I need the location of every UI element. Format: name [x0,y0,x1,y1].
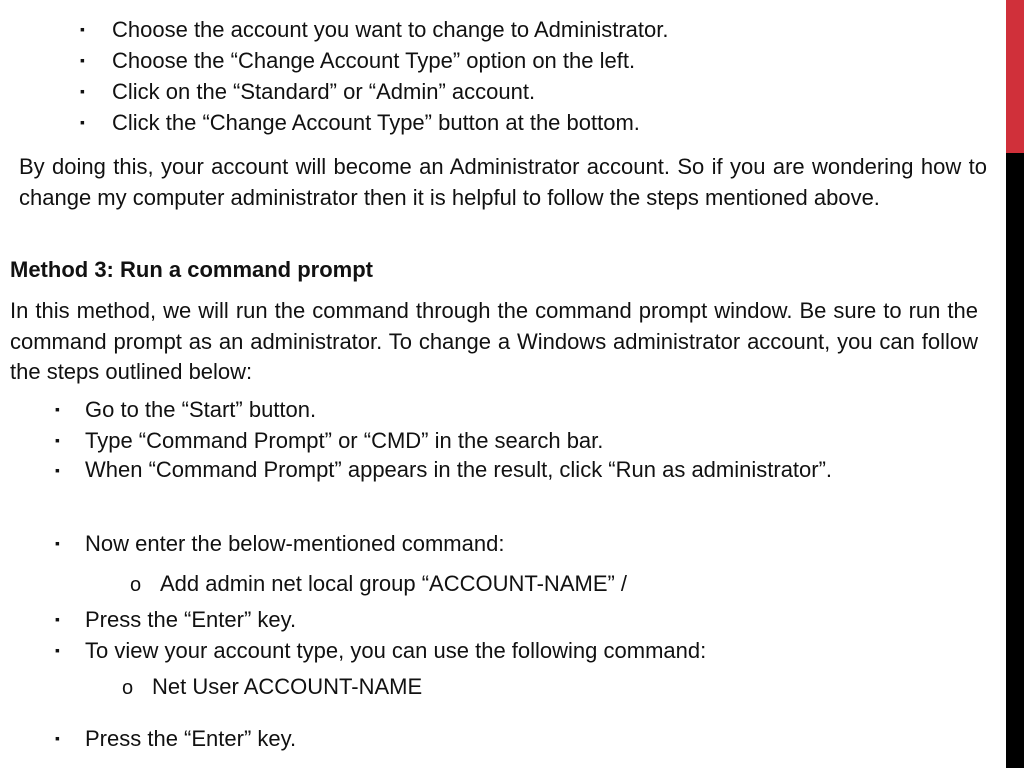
square-bullet-icon: ▪ [80,83,85,99]
square-bullet-icon: ▪ [80,114,85,130]
square-bullet-icon: ▪ [55,611,60,627]
circle-bullet-icon: o [130,574,142,596]
list-item [55,723,296,754]
command-sub-item [130,569,627,600]
square-bullet-icon: ▪ [55,432,60,448]
list-item [55,425,603,456]
steps-list-command [55,528,504,559]
top-bullet-list [80,14,668,138]
list-item-text: Click on the “Standard” or “Admin” account. [112,79,536,104]
list-item [80,76,668,107]
summary-paragraph: By doing this, your account will become an Administrator account. So if you are wondering how to change my computer administrator then it is helpful to follow the steps mentioned above. [19,154,987,210]
command-text: Net User ACCOUNT-NAME [152,674,423,699]
list-item-text: When “Command Prompt” appears in the result, click “Run as administrator”. [85,457,833,482]
command-sub-item [122,672,422,703]
red-accent-block [1006,0,1024,153]
circle-bullet-icon: o [122,677,134,699]
list-item-text: Choose the “Change Account Type” option on the left. [112,48,636,73]
steps-list-final [55,723,296,754]
list-item-text: Click the “Change Account Type” button at the bottom. [112,110,640,135]
list-item [55,528,504,559]
square-bullet-icon: ▪ [55,535,60,551]
steps-list-b [55,604,706,666]
list-item-run-as-admin [55,455,945,486]
list-item-text: To view your account type, you can use the following command: [85,638,707,663]
method-intro-paragraph: In this method, we will run the command through the command prompt window. Be sure to run the command prompt as an administrator. To change a Windows administrator account, you can follow the steps outlined below: [10,298,978,384]
list-item-text: Press the “Enter” key. [85,726,297,751]
list-item-text: Type “Command Prompt” or “CMD” in the search bar. [85,428,604,453]
list-item-text: Go to the “Start” button. [85,397,317,422]
square-bullet-icon: ▪ [80,52,85,68]
list-item [55,604,706,635]
square-bullet-icon: ▪ [80,21,85,37]
list-item-text: Choose the account you want to change to Administrator. [112,17,669,42]
list-item-text: Now enter the below-mentioned command: [85,531,505,556]
list-item-text: Press the “Enter” key. [85,607,297,632]
list-item [55,635,706,666]
steps-list-a [55,394,603,456]
method-heading: Method 3: Run a command prompt [10,257,373,282]
list-item [55,394,603,425]
square-bullet-icon: ▪ [55,730,60,746]
list-item [80,45,668,76]
list-item [80,107,668,138]
square-bullet-icon: ▪ [55,401,60,417]
list-item [80,14,668,45]
square-bullet-icon: ▪ [55,462,60,478]
square-bullet-icon: ▪ [55,642,60,658]
decorative-side-bar [1006,0,1024,768]
command-text: Add admin net local group “ACCOUNT-NAME” / [160,571,628,596]
